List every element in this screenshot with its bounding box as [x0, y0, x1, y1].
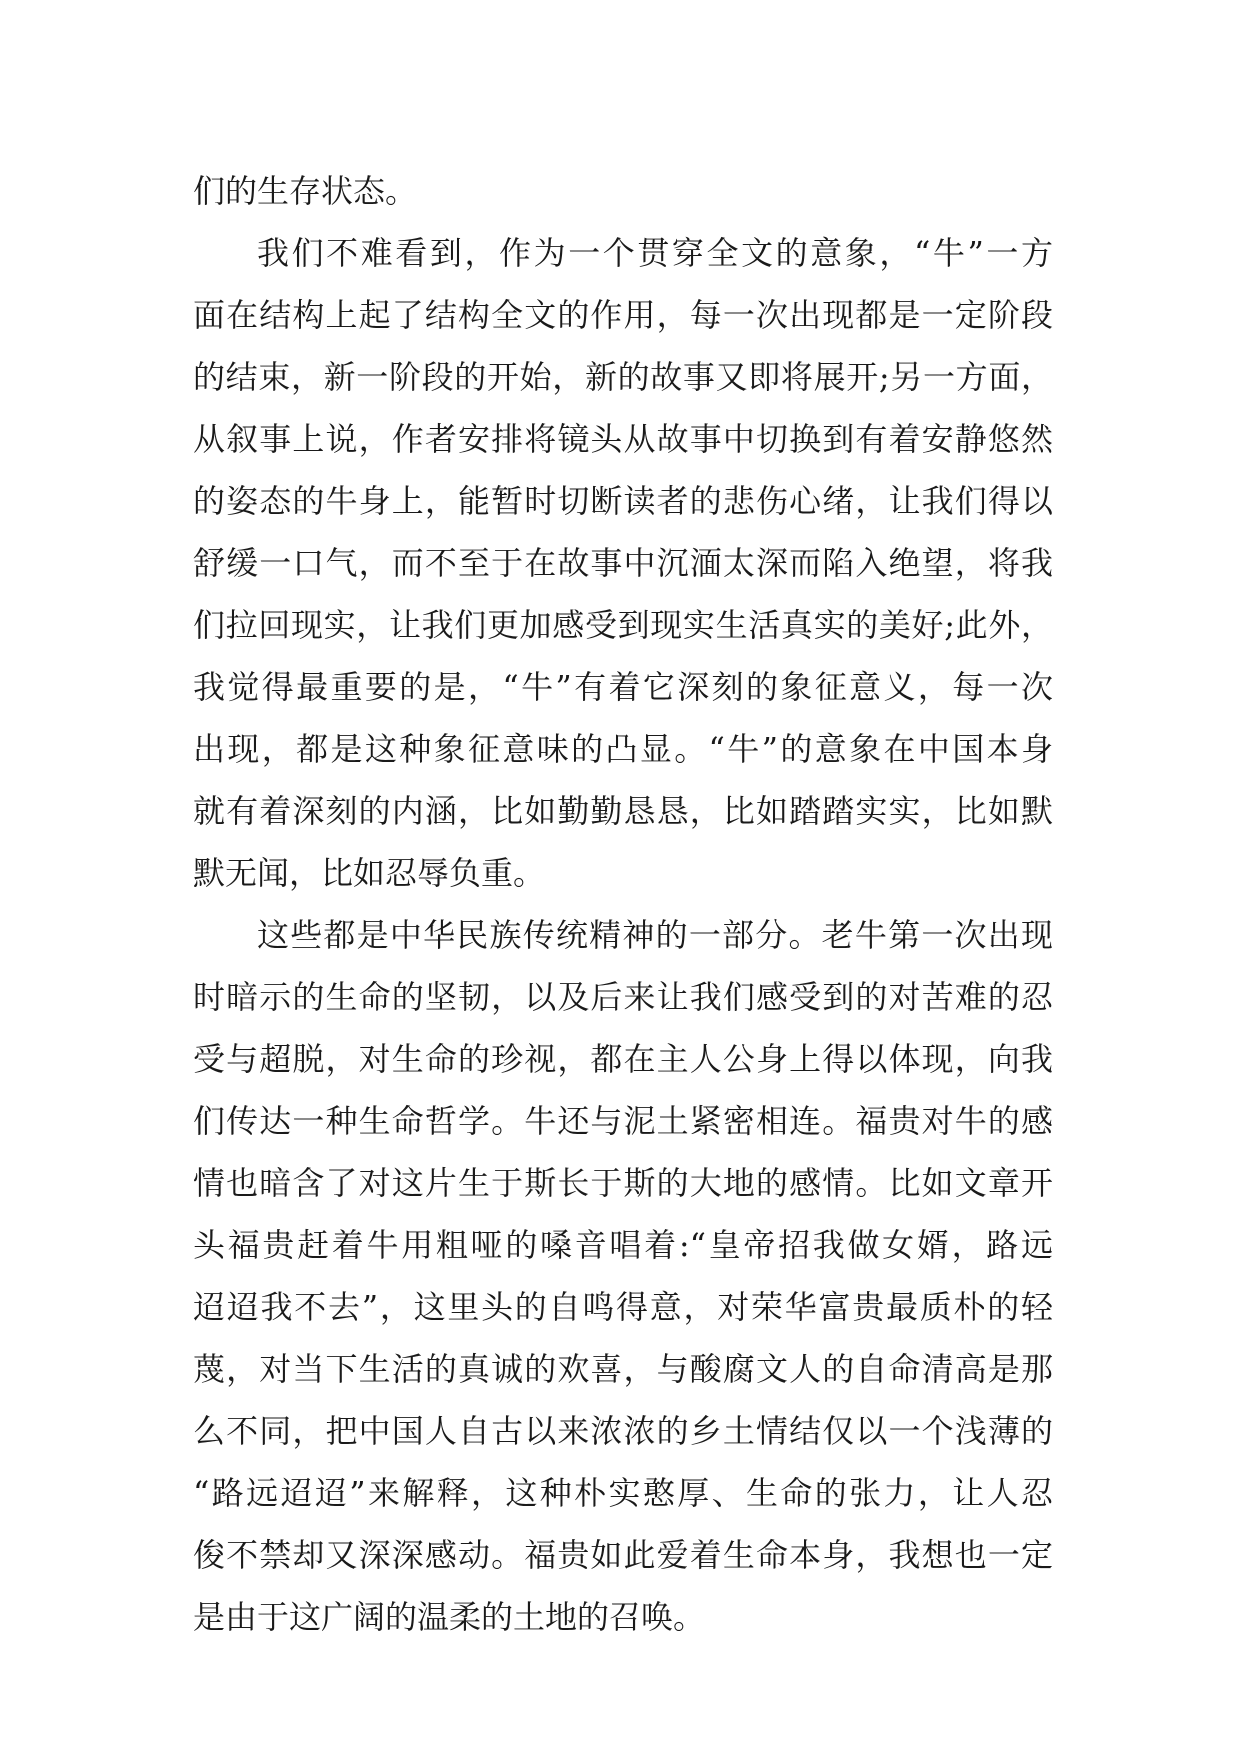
text-line: “路远迢迢”来解释，这种朴实憨厚、生命的张力，让人忍 — [193, 1474, 1053, 1512]
text-line: 么不同，把中国人自古以来浓浓的乡土情结仅以一个浅薄的 — [193, 1412, 1053, 1450]
text-line: 情也暗含了对这片生于斯长于斯的大地的感情。比如文章开 — [193, 1164, 1053, 1202]
text-line: 俊不禁却又深深感动。福贵如此爱着生命本身，我想也一定 — [193, 1536, 1053, 1574]
text-line: 们的生存状态。 — [193, 172, 418, 210]
text-line: 出现，都是这种象征意味的凸显。“牛”的意象在中国本身 — [193, 730, 1053, 768]
text-line: 从叙事上说，作者安排将镜头从故事中切换到有着安静悠然 — [193, 420, 1053, 458]
text-line: 头福贵赶着牛用粗哑的嗓音唱着:“皇帝招我做女婿，路远 — [193, 1226, 1053, 1264]
text-line: 舒缓一口气，而不至于在故事中沉湎太深而陷入绝望，将我 — [193, 544, 1053, 582]
text-line: 时暗示的生命的坚韧，以及后来让我们感受到的对苦难的忍 — [193, 978, 1053, 1016]
text-line: 蔑，对当下生活的真诚的欢喜，与酸腐文人的自命清高是那 — [193, 1350, 1053, 1388]
text-line: 的姿态的牛身上，能暂时切断读者的悲伤心绪，让我们得以 — [193, 482, 1053, 520]
text-line: 就有着深刻的内涵，比如勤勤恳恳，比如踏踏实实，比如默 — [193, 792, 1053, 830]
body-text — [193, 160, 1053, 1648]
text-line: 受与超脱，对生命的珍视，都在主人公身上得以体现，向我 — [193, 1040, 1053, 1078]
text-line: 我觉得最重要的是，“牛”有着它深刻的象征意义，每一次 — [193, 668, 1053, 706]
text-line: 这些都是中华民族传统精神的一部分。老牛第一次出现 — [257, 916, 1053, 954]
text-line: 默无闻，比如忍辱负重。 — [193, 854, 546, 892]
text-line: 面在结构上起了结构全文的作用，每一次出现都是一定阶段 — [193, 296, 1053, 334]
text-line: 迢迢我不去”，这里头的自鸣得意，对荣华富贵最质朴的轻 — [193, 1288, 1053, 1326]
text-line: 们拉回现实，让我们更加感受到现实生活真实的美好;此外， — [193, 606, 1053, 644]
text-line: 我们不难看到，作为一个贯穿全文的意象，“牛”一方 — [257, 234, 1053, 272]
text-line: 是由于这广阔的温柔的土地的召唤。 — [193, 1598, 706, 1636]
text-line: 们传达一种生命哲学。牛还与泥土紧密相连。福贵对牛的感 — [193, 1102, 1053, 1140]
text-line: 的结束，新一阶段的开始，新的故事又即将展开;另一方面， — [193, 358, 1053, 396]
